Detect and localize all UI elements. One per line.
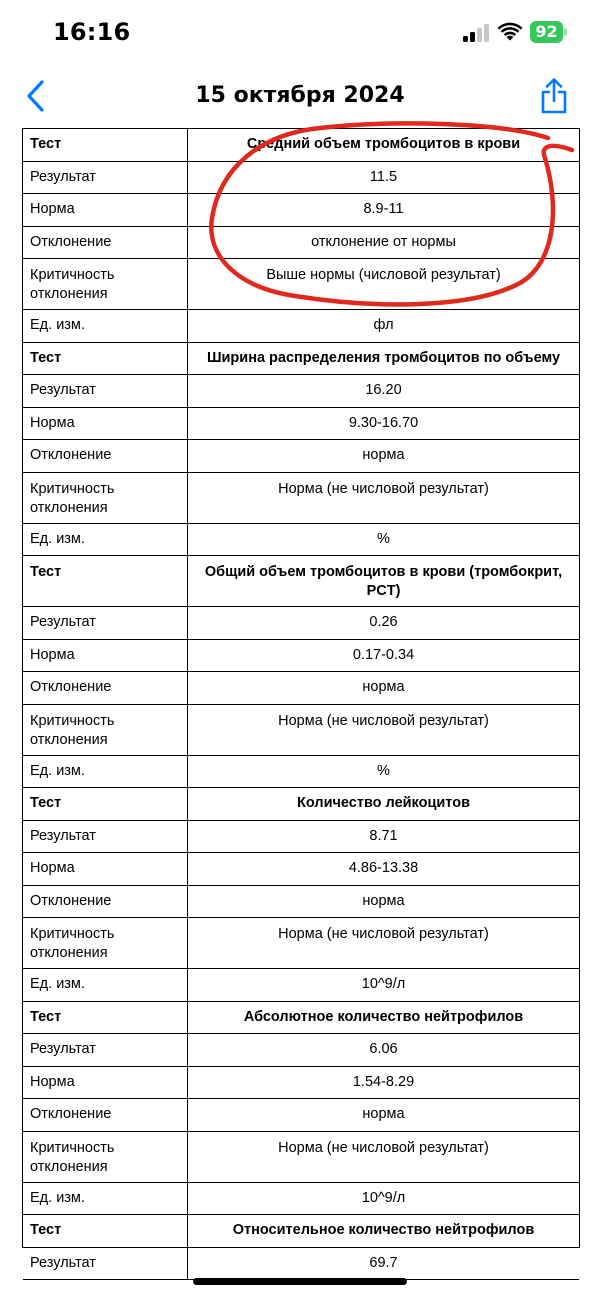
status-time: 16:16 (53, 18, 131, 46)
norm-row-value: 4.86-13.38 (348, 860, 419, 876)
test-name-row-value: Относительное количество нейтрофилов (232, 1222, 535, 1238)
criticality-row (23, 473, 579, 524)
test-name-row-value: Количество лейкоцитов (297, 795, 470, 811)
result-row-label: Результат (23, 1034, 188, 1066)
deviation-row-value: норма (362, 1106, 405, 1122)
result-row-label: Результат (23, 821, 188, 853)
deviation-row-label: Отклонение (23, 440, 188, 472)
deviation-row-value: норма (362, 892, 405, 909)
unit-row (23, 756, 579, 789)
norm-row-value: 1.54-8.29 (352, 1073, 415, 1090)
deviation-row (23, 440, 579, 473)
deviation-row-value: отклонение от нормы (311, 233, 456, 250)
test-name-row (23, 1215, 579, 1248)
result-row (23, 821, 579, 854)
result-row (23, 1034, 579, 1067)
test-name-row (23, 1002, 579, 1035)
unit-row-label: Ед. изм. (23, 310, 188, 342)
unit-row-value: 10^9/л (361, 976, 406, 992)
test-name-row-label: Тест (23, 129, 188, 161)
result-row-value: 8.71 (369, 827, 398, 844)
norm-row (23, 853, 579, 886)
result-row-label: Результат (23, 1248, 188, 1280)
norm-row-value: 0.17-0.34 (352, 646, 415, 663)
result-row-value: 11.5 (369, 168, 398, 185)
home-indicator (193, 1278, 407, 1285)
test-name-row (23, 788, 579, 821)
unit-row (23, 969, 579, 1002)
norm-row (23, 408, 579, 441)
deviation-row-label: Отклонение (23, 227, 188, 259)
result-row (23, 162, 579, 195)
norm-row (23, 640, 579, 673)
result-row-value: 16.20 (365, 382, 402, 398)
norm-row-label: Норма (23, 1067, 188, 1099)
deviation-row-value: норма (362, 447, 405, 463)
deviation-row-label: Отклонение (23, 1099, 188, 1131)
criticality-row-value: Норма (не числовой результат) (278, 926, 489, 942)
deviation-row (23, 672, 579, 705)
unit-row-value: 10^9/л (361, 1189, 406, 1206)
page-title: 15 октября 2024 (195, 83, 405, 108)
result-row-label: Результат (23, 607, 188, 639)
results-table-body (23, 128, 579, 1280)
norm-row-label: Норма (23, 640, 188, 672)
norm-row-value: 8.9-11 (363, 201, 404, 217)
unit-row-label: Ед. изм. (23, 1183, 188, 1215)
norm-row-value: 9.30-16.70 (348, 414, 419, 431)
results-table[interactable] (22, 128, 580, 1271)
status-bar (0, 0, 600, 66)
unit-row-label: Ед. изм. (23, 969, 188, 1001)
deviation-row-label: Отклонение (23, 672, 188, 704)
test-name-row (23, 128, 579, 162)
criticality-row-label: Критичность отклонения (23, 705, 188, 755)
result-row (23, 607, 579, 640)
test-name-row-value: Средний объем тромбоцитов в крови (246, 136, 521, 152)
criticality-row-value: Норма (не числовой результат) (278, 712, 489, 729)
criticality-row-value: Норма (не числовой результат) (278, 480, 489, 497)
test-name-row-label: Тест (23, 1002, 188, 1034)
nav-bar (0, 66, 600, 126)
battery-icon (530, 21, 566, 43)
unit-row-label: Ед. изм. (23, 756, 188, 788)
deviation-row-value: норма (362, 679, 405, 695)
result-row-value: 0.26 (369, 614, 398, 630)
norm-row-label: Норма (23, 853, 188, 885)
unit-row-value: % (377, 762, 390, 779)
result-row-label: Результат (23, 162, 188, 194)
criticality-row (23, 705, 579, 756)
criticality-row (23, 259, 579, 310)
deviation-row (23, 227, 579, 260)
test-name-row-label: Тест (23, 788, 188, 820)
norm-row-label: Норма (23, 408, 188, 440)
result-row-label: Результат (23, 375, 188, 407)
battery-level: 92 (530, 21, 563, 43)
criticality-row-label: Критичность отклонения (23, 473, 188, 523)
result-row-value: 69.7 (369, 1254, 398, 1271)
test-name-row-value: Абсолютное количество нейтрофилов (243, 1008, 524, 1025)
unit-row-value: фл (373, 317, 394, 333)
unit-row-value: % (377, 530, 390, 547)
deviation-row (23, 886, 579, 919)
result-row (23, 375, 579, 408)
criticality-row-label: Критичность отклонения (23, 259, 188, 309)
share-button[interactable] (536, 76, 572, 116)
deviation-row (23, 1099, 579, 1132)
test-name-row-label: Тест (23, 1215, 188, 1247)
norm-row (23, 194, 579, 227)
deviation-row-label: Отклонение (23, 886, 188, 918)
unit-row-label: Ед. изм. (23, 524, 188, 556)
norm-row (23, 1067, 579, 1100)
criticality-row-value: Норма (не числовой результат) (278, 1139, 489, 1156)
criticality-row (23, 1132, 579, 1183)
criticality-row-label: Критичность отклонения (23, 918, 188, 968)
test-name-row-label: Тест (23, 556, 188, 606)
criticality-row-label: Критичность отклонения (23, 1132, 188, 1182)
unit-row (23, 1183, 579, 1216)
cellular-signal-icon (463, 24, 491, 42)
criticality-row-value: Выше нормы (числовой результат) (266, 267, 501, 283)
share-icon (536, 76, 572, 116)
unit-row (23, 310, 579, 343)
criticality-row (23, 918, 579, 969)
test-name-row (23, 556, 579, 607)
test-name-row-value: Ширина распределения тромбоцитов по объему (206, 349, 561, 366)
test-name-row (23, 343, 579, 376)
test-name-row-label: Тест (23, 343, 188, 375)
result-row-value: 6.06 (369, 1041, 398, 1057)
unit-row (23, 524, 579, 557)
norm-row-label: Норма (23, 194, 188, 226)
result-row (23, 1248, 579, 1281)
wifi-icon (497, 22, 523, 42)
test-name-row-value: Общий объем тромбоцитов в крови (тромбокрит, PCT) (204, 564, 563, 599)
